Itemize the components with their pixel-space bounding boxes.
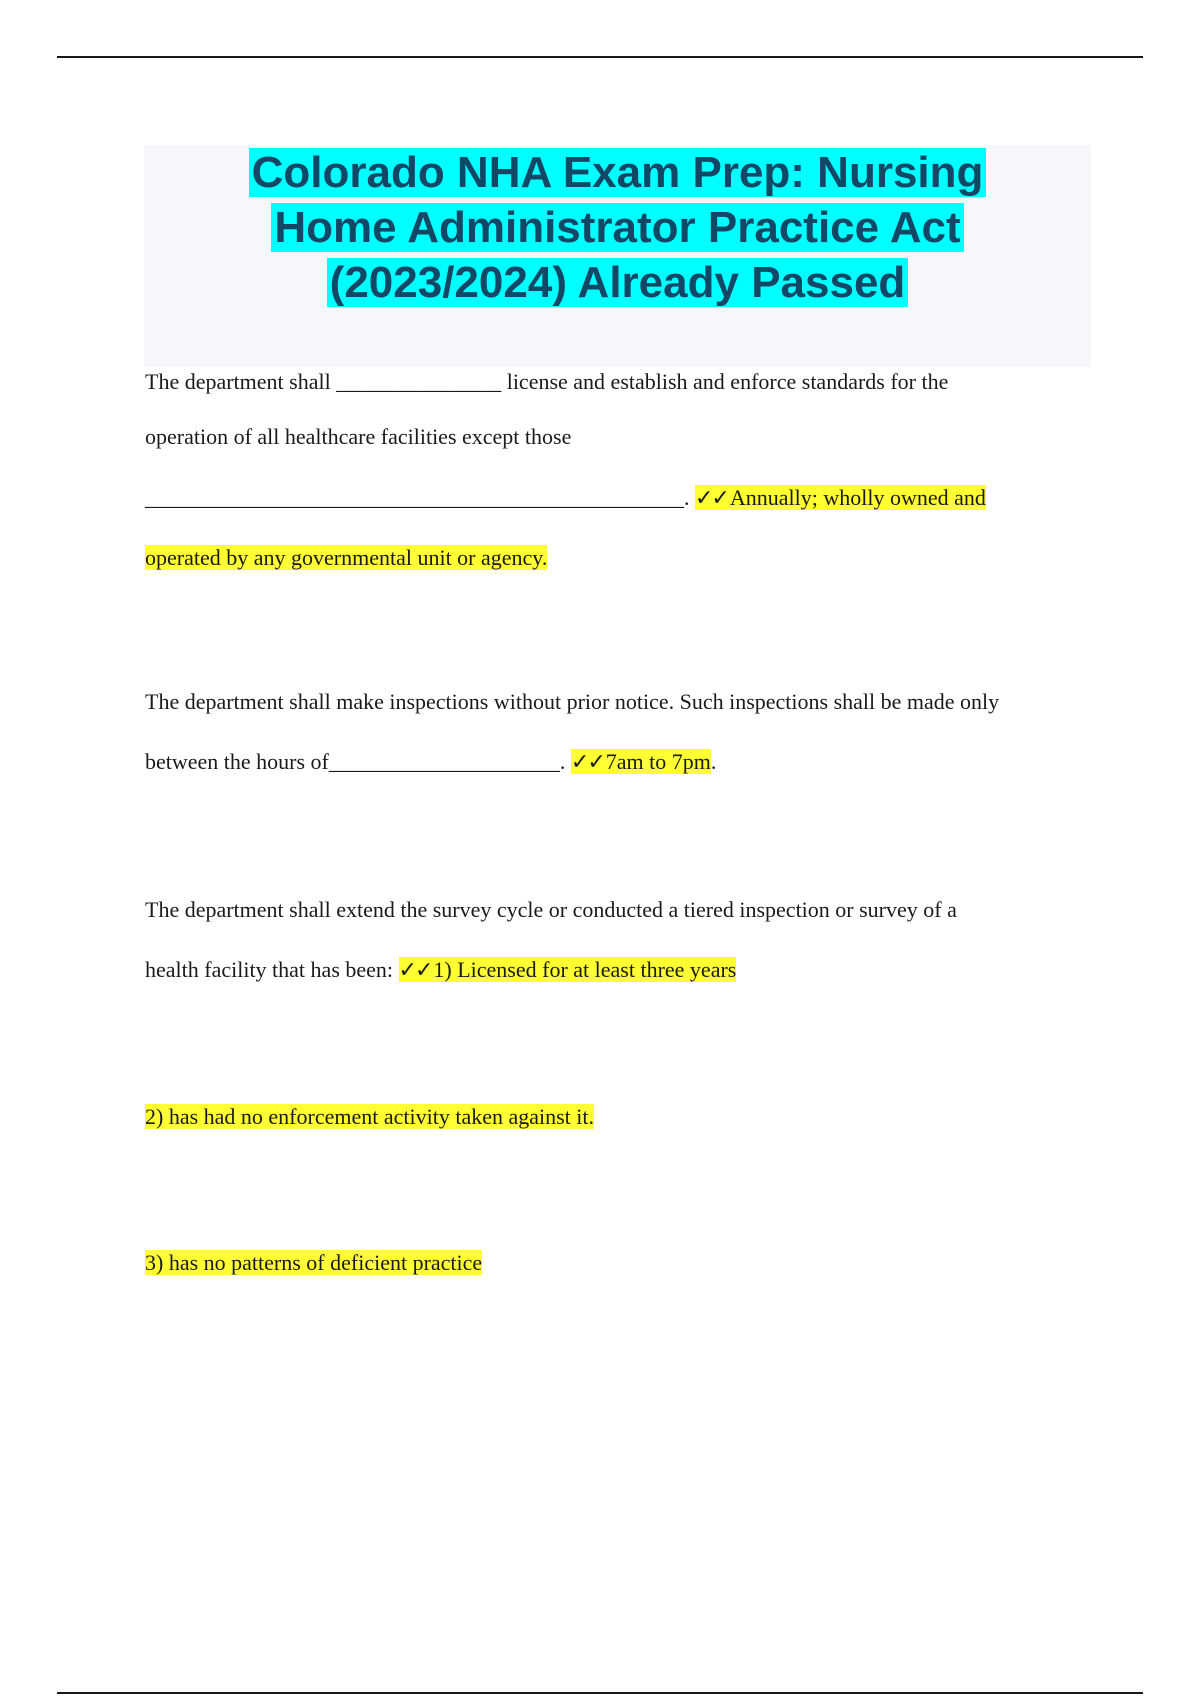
q3-line-4 [145,1248,1090,1278]
q3-answer-2: 2) has had no enforcement activity taken against it. [145,1104,595,1129]
q3-line-3 [145,1102,1090,1132]
q1-answer-part2: operated by any governmental unit or agency. [145,545,548,570]
q3-prefix: health facility that has been: [145,957,394,982]
q2-answer [571,749,711,774]
q3-answer-1 [399,957,737,982]
q2-answer-suffix: . [710,749,717,774]
q1-line-2: operation of all healthcare facilities except those [145,424,572,449]
q1-line-1: The department shall _______________ license and establish and enforce standards for the [145,369,949,394]
double-check-icon: ✓✓ [695,486,728,511]
title-line-3: (2023/2024) Already Passed [144,255,1091,310]
q1-answer-part1: Annually; wholly owned and [729,485,986,510]
header-rule [57,56,1143,58]
q1-line-4 [145,543,1090,573]
footer-rule [57,1692,1143,1694]
q3-answer-3: 3) has no patterns of deficient practice [145,1250,483,1275]
q2-line-1: The department shall make inspections without prior notice. Such inspections shall be made only [145,689,1000,714]
q1-blank: _________________________________________________. [145,485,690,510]
document-title [144,145,1091,310]
q2-line-2 [145,747,1090,778]
double-check-icon: ✓✓ [398,958,432,983]
q1-line-3 [145,483,1090,514]
q1-answer-start [695,485,986,510]
q3-line-1: The department shall extend the survey cycle or conducted a tiered inspection or survey of a [145,897,957,922]
q3-line-2 [145,955,1090,986]
title-line-2: Home Administrator Practice Act [144,200,1091,255]
double-check-icon: ✓✓ [570,750,604,775]
title-line-1: Colorado NHA Exam Prep: Nursing [144,145,1091,200]
q2-answer-text: 7am to 7pm [605,749,711,774]
q2-prefix: between the hours of_____________________. [145,749,566,774]
q3-answer-1-text: 1) Licensed for at least three years [433,957,737,982]
